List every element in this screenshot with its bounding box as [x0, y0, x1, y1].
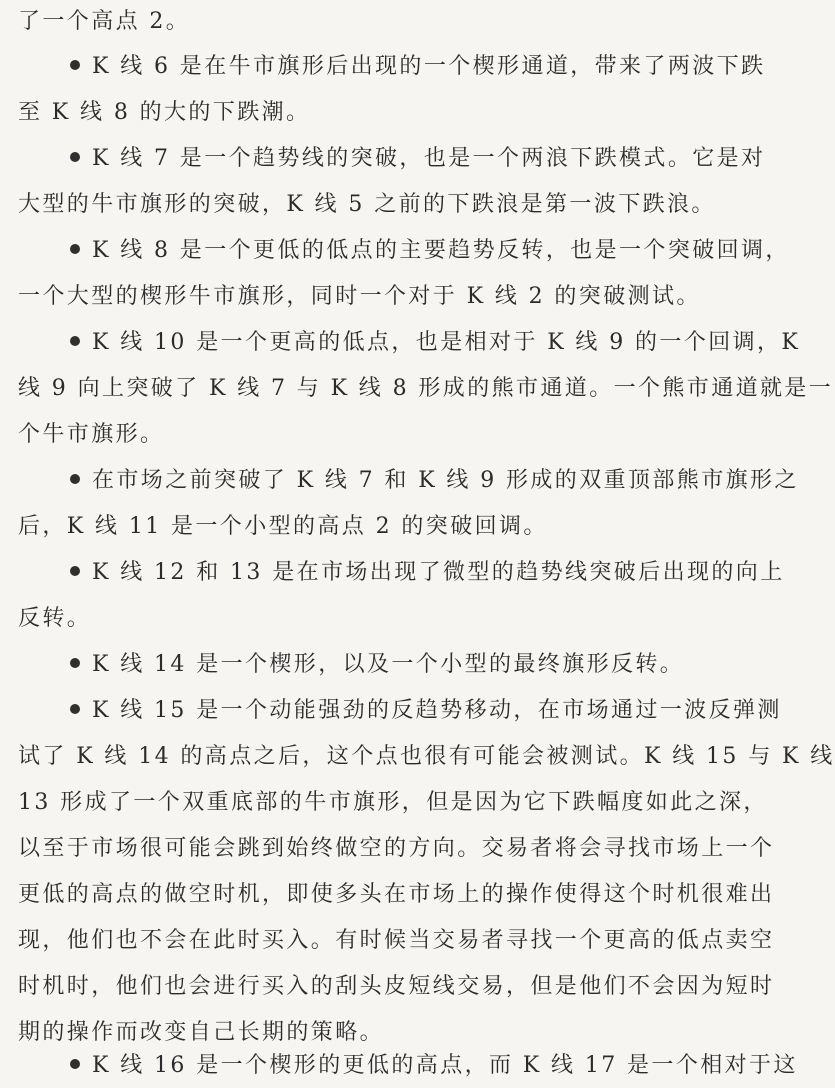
text-line [18, 413, 742, 457]
line-text: 更低的高点的做空时机，即使多头在市场上的操作使得这个时机很难出 [18, 882, 775, 907]
text-line [18, 873, 775, 917]
bullet-icon [70, 704, 80, 714]
line-text: K 线 14 是一个楔形，以及一个小型的最终旗形反转。 [92, 652, 685, 677]
bullet-icon [70, 60, 80, 70]
line-text: 大型的牛市旗形的突破，K 线 5 之前的下跌浪是第一波下跌浪。 [18, 192, 716, 217]
line-text: 以至于市场很可能会跳到始终做空的方向。交易者将会寻找市场上一个 [18, 836, 775, 861]
bullet-paragraph-line [18, 45, 766, 89]
line-text: 个牛市旗形。 [18, 422, 165, 447]
text-line [18, 275, 742, 319]
text-line [18, 183, 742, 227]
text-line [18, 965, 775, 1009]
bullet-icon [70, 336, 80, 346]
text-line [18, 505, 742, 549]
line-text: 了一个高点 2。 [18, 9, 191, 34]
line-text: K 线 10 是一个更高的低点，也是相对于 K 线 9 的一个回调，K [92, 330, 801, 355]
line-text: K 线 7 是一个趋势线的突破，也是一个两浪下跌模式。它是对 [92, 146, 766, 171]
bullet-paragraph-line [18, 229, 790, 273]
line-text: 一个大型的楔形牛市旗形，同时一个对于 K 线 2 的突破测试。 [18, 284, 701, 309]
line-text: 反转。 [18, 606, 92, 631]
text-line [18, 919, 775, 963]
bullet-icon [70, 1059, 80, 1069]
line-text: K 线 8 是一个更低的低点的主要趋势反转，也是一个突破回调， [92, 238, 790, 263]
text-line [18, 0, 742, 44]
bullet-paragraph-line [18, 137, 766, 181]
text-line [18, 91, 742, 135]
text-line [18, 367, 834, 411]
line-text: K 线 6 是在牛市旗形后出现的一个楔形通道，带来了两波下跌 [92, 54, 766, 79]
text-line [18, 827, 775, 871]
bullet-icon [70, 244, 80, 254]
bullet-paragraph-line [18, 321, 801, 365]
bullet-icon [70, 152, 80, 162]
text-line [18, 735, 835, 779]
line-text: 线 9 向上突破了 K 线 7 与 K 线 8 形成的熊市通道。一个熊市通道就是一 [18, 376, 834, 401]
line-text: 现，他们也不会在此时买入。有时候当交易者寻找一个更高的低点卖空 [18, 928, 775, 953]
line-text: 时机时，他们也会进行买入的刮头皮短线交易，但是他们不会因为短时 [18, 974, 775, 999]
bullet-icon [70, 566, 80, 576]
bullet-icon [70, 474, 80, 484]
bullet-paragraph-line [18, 459, 799, 503]
line-text: K 线 12 和 13 是在市场出现了微型的趋势线突破后出现的向上 [92, 560, 785, 585]
line-text: 试了 K 线 14 的高点之后，这个点也很有可能会被测试。K 线 15 与 K 线 [18, 744, 835, 769]
bullet-paragraph-line [18, 689, 782, 733]
bullet-icon [70, 658, 80, 668]
line-text: K 线 16 是一个楔形的更低的高点，而 K 线 17 是一个相对于这 [92, 1053, 798, 1078]
text-line [18, 597, 742, 641]
line-text: K 线 15 是一个动能强劲的反趋势移动，在市场通过一波反弹测 [92, 698, 782, 723]
line-text: 后，K 线 11 是一个小型的高点 2 的突破回调。 [18, 514, 548, 539]
bullet-paragraph-line [18, 643, 742, 687]
line-text: 期的操作而改变自己长期的策略。 [18, 1020, 385, 1045]
line-text: 在市场之前突破了 K 线 7 和 K 线 9 形成的双重顶部熊市旗形之 [92, 468, 799, 493]
text-line [18, 781, 768, 825]
bullet-paragraph-line [18, 551, 785, 595]
line-text: 13 形成了一个双重底部的牛市旗形，但是因为它下跌幅度如此之深， [18, 790, 768, 815]
line-text: 至 K 线 8 的大的下跌潮。 [18, 100, 311, 125]
bullet-paragraph-line [18, 1044, 798, 1088]
